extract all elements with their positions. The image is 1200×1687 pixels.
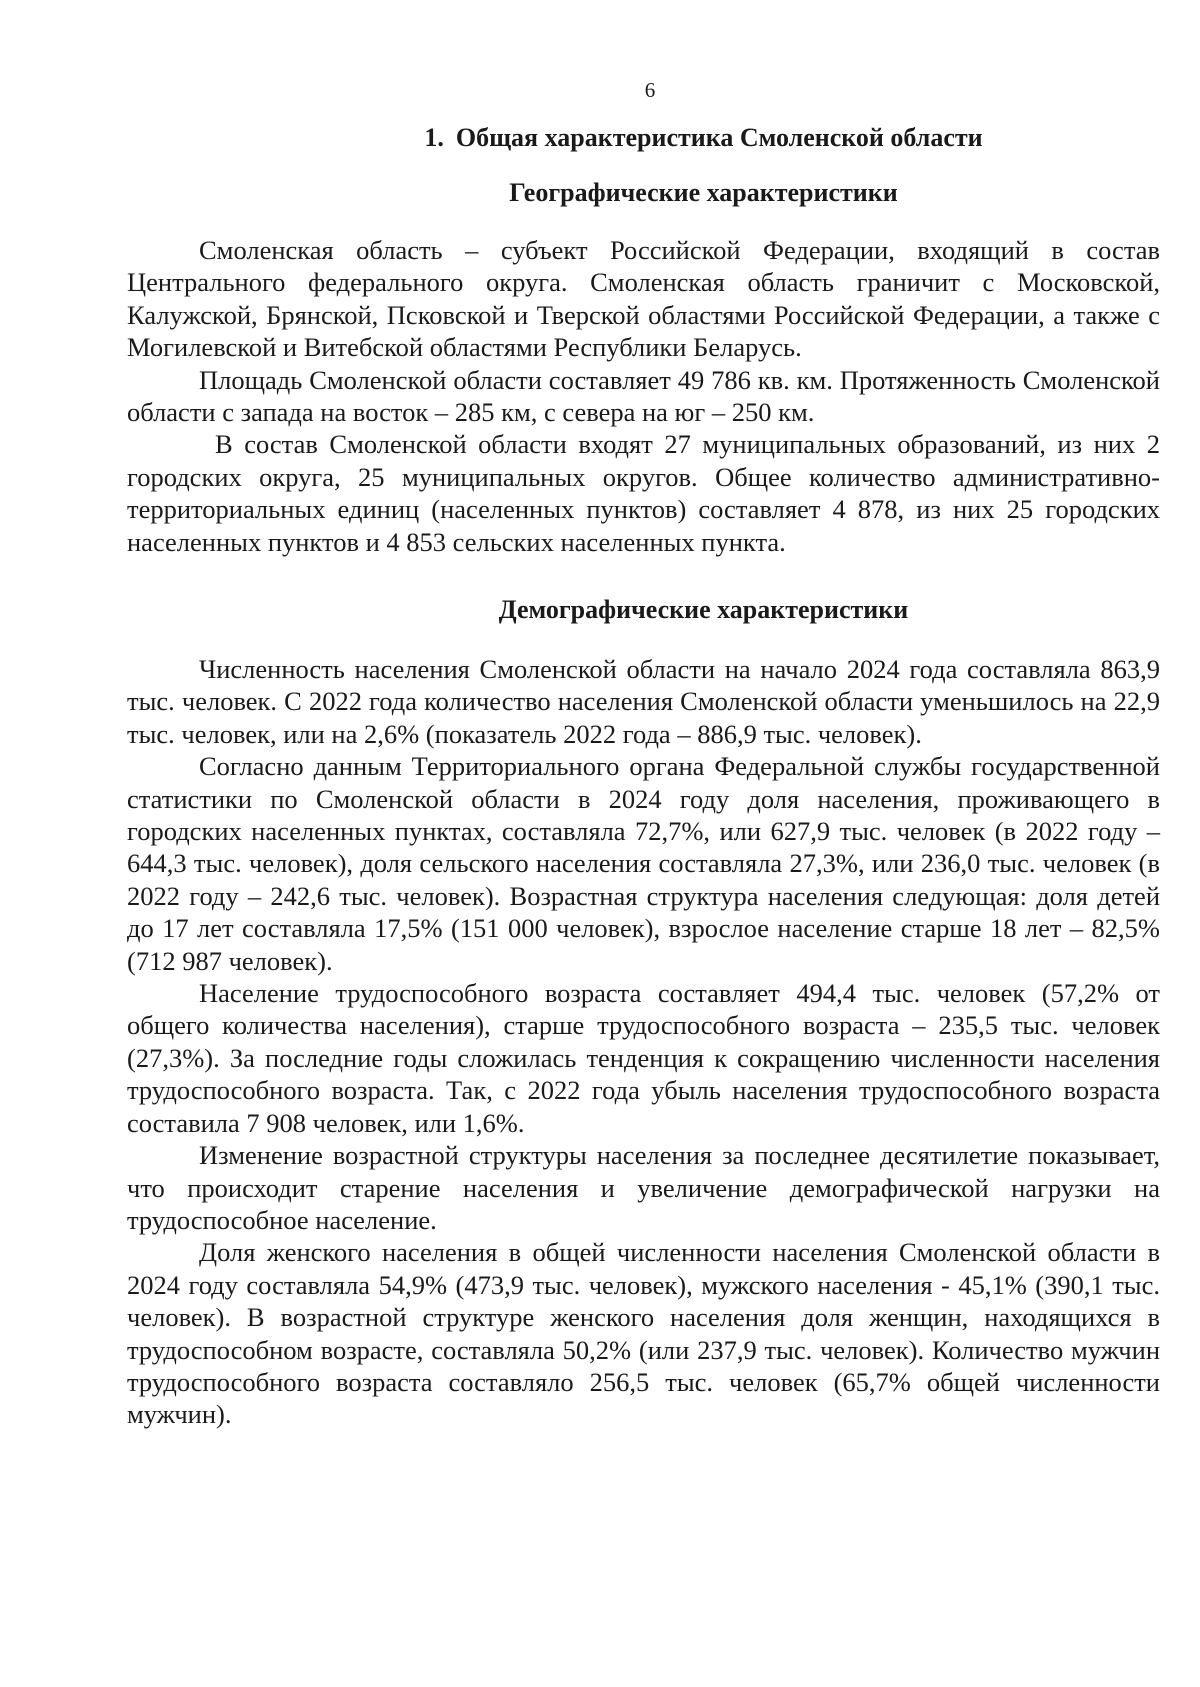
geo-section-body [127,234,1160,558]
geo-paragraph-1: Смоленская область – субъект Российской Федерации, входящий в состав Центрального федерального округа. Смоленская область граничит с Московской, Калужской, Брянской, Псковской и Тверской областями Российской Федерации, а также с Могилевской и Витебской областями Республики Беларусь. [127,235,1160,363]
demo-heading: Демографические характеристики [498,595,909,624]
section-title [127,122,1160,154]
demo-paragraph-5: Доля женского населения в общей численности населения Смоленской области в 2024 году составляла 54,9% (473,9 тыс. человек), мужского населения - 45,1% (390,1 тыс. человек). В возрастной структуре женского населения доля женщин, находящихся в трудоспособном возрасте, составляла 50,2% (или 237,9 тыс. человек). Количество мужчин трудоспособного возраста составляло 256,5 тыс. человек (65,7% общей численности мужчин). [127,1237,1160,1430]
section-number: 1. [424,123,444,152]
geo-paragraph-3: В состав Смоленской области входят 27 муниципальных образований, из них 2 городских округа, 25 муниципальных округов. Общее количество административно-территориальных единиц (населенных пунктов) составляет 4 878, из них 25 городских населенных пунктов и 4 853 сельских населенных пункта. [127,429,1160,557]
section-title-text: Общая характеристика Смоленской области [455,123,983,152]
demo-paragraph-4: Изменение возрастной структуры населения за последнее десятилетие показывает, что происходит старение населения и увеличение демографической нагрузки на трудоспособное население. [127,1140,1160,1235]
demo-paragraph-3: Население трудоспособного возраста составляет 494,4 тыс. человек (57,2% от общего количества населения), старше трудоспособного возраста – 235,5 тыс. человек (27,3%). За последние годы сложилась тенденция к сокращению численности населения трудоспособного возраста. Так, с 2022 года убыль населения трудоспособного возраста составила 7 908 человек, или 1,6%. [127,978,1160,1138]
demo-paragraph-2: Согласно данным Территориального органа Федеральной службы государственной статистики по Смоленской области в 2024 году доля населения, проживающего в городских населенных пунктах, составляла 72,7%, или 627,9 тыс. человек (в 2022 году – 644,3 тыс. человек), доля сельского населения составляла 27,3%, или 236,0 тыс. человек (в 2022 году – 242,6 тыс. человек). Возрастная структура населения следующая: доля детей до 17 лет составляла 17,5% (151 000 человек), взрослое население старше 18 лет – 82,5% (712 987 человек). [127,751,1160,976]
geo-heading: Географические характеристики [509,178,898,207]
demo-paragraph-1: Численность населения Смоленской области на начало 2024 года составляла 863,9 тыс. человек. С 2022 года количество населения Смоленской области уменьшилось на 22,9 тыс. человек, или на 2,6% (показатель 2022 года – 886,9 тыс. человек). [127,654,1160,749]
page-number: 6 [644,78,656,102]
demo-section-body [127,653,1160,1431]
geo-paragraph-2: Площадь Смоленской области составляет 49 786 кв. км. Протяженность Смоленской области с запада на восток – 285 км, с севера на юг – 250 км. [127,364,1160,428]
